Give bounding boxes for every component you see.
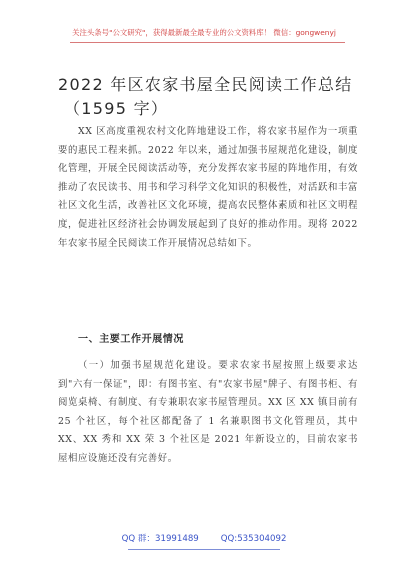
footer-underline: [128, 549, 280, 550]
title-line-1: 2022 年区农家书屋全民阅读工作总结: [58, 75, 353, 94]
document-title: [58, 73, 358, 121]
section-heading-main-work: 一、主要工作开展情况: [78, 334, 184, 345]
header-promo-note: 关注头条号"公文研究"，获得最新最全最专业的公文资料库！ 微信：gongwenyj: [72, 28, 336, 37]
title-line-2: （1595 字）: [64, 99, 169, 118]
footer-qq-group: QQ 群：31991489: [121, 534, 199, 544]
intro-paragraph: XX 区高度重视农村文化阵地建设工作，将农家书屋作为一项重要的惠民工程来抓。2022 年以来，通过加强书屋规范化建设，制度化管理，开展全民阅读活动等，充分发挥农家书屋的阵地作用，有效推动了农民读书、用书和学习科学文化知识的积极性，对活跃和丰富社区文化生活，改善社区文化环境，提高农民整体素质和社区文明程度，促进社区经济社会协调发展起到了良好的推动作用。现将 2022 年农家书屋全民阅读工作开展情况总结如下。: [58, 126, 358, 249]
footer-contact: [0, 532, 408, 544]
header-divider: [70, 42, 345, 43]
footer-qq-number: QQ:535304092: [220, 534, 287, 544]
section-paragraph-standardization: （一）加强书屋规范化建设。要求农家书屋按照上级要求达到"六有一保证"，即：有图书室、有"农家书屋"牌子、有图书柜、有阅览桌椅、有制度、有专兼职农家书屋管理员。XX 区 XX 镇目前有 25 个社区，每个社区都配备了 1 名兼职图书文化管理员，其中 XX、XX 秀和 XX 荣 3 个社区是 2021 年新设立的，目前农家书屋相应设施还没有完善好。: [58, 360, 358, 464]
